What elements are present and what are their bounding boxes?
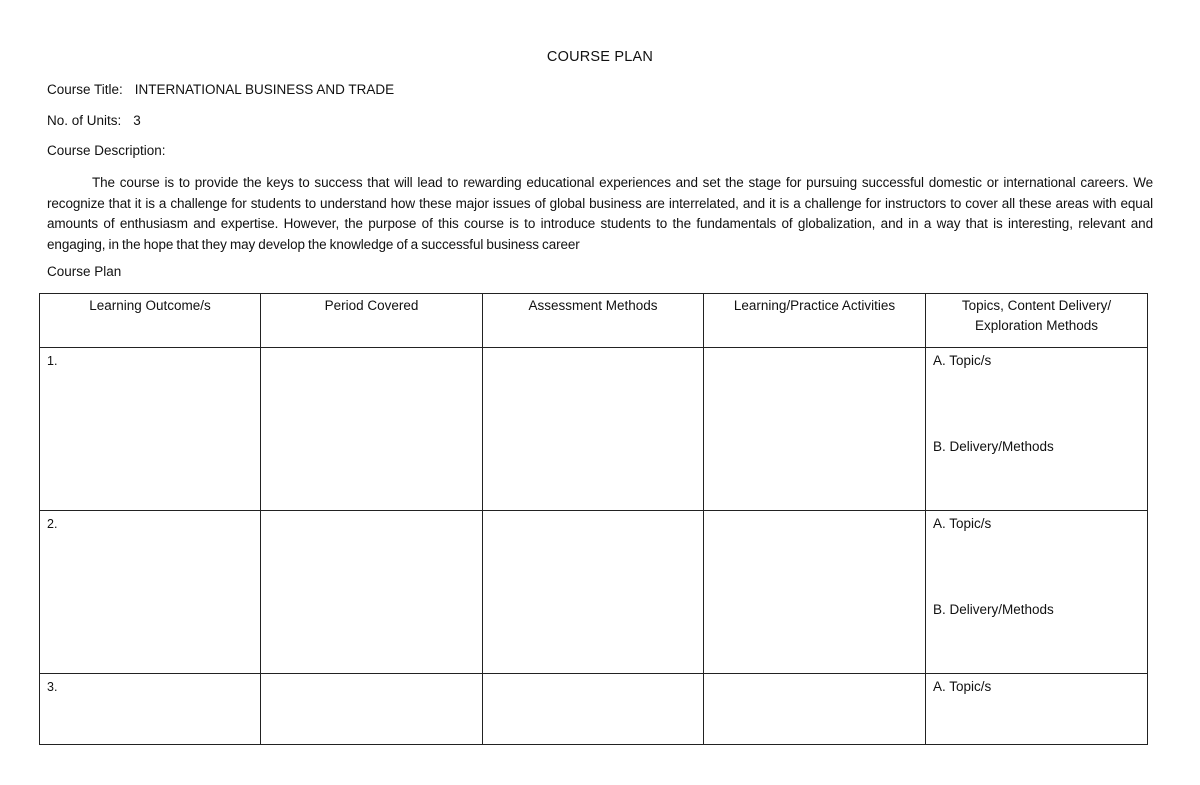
course-description-text: The course is to provide the keys to success that will lead to rewarding educational experiences and set the stage for pursuing successful domestic or international careers. We recognize that it is a challenge for students to understand how these major issues of global business are interrelated, and it is a challenge for instructors to cover all these areas with equal amounts of enthusiasm and expertise. However, the purpose of this course is to introduce students to the fundamentals of globalization, and in a way that is interesting, relevant and engaging, in the hope that they may develop the knowledge of a successful business career <box>47 175 1153 252</box>
header-learning-outcomes: Learning Outcome/s <box>40 294 261 348</box>
topics-cell[interactable] <box>926 674 1148 745</box>
outcome-cell[interactable] <box>40 674 261 745</box>
table-header-row <box>40 294 1148 348</box>
course-title-label: Course Title: <box>47 82 123 97</box>
row-number: 3. <box>47 680 58 694</box>
course-description-label: Course Description: <box>47 143 166 158</box>
table-row <box>40 674 1148 745</box>
row-number: 2. <box>47 517 58 531</box>
period-cell[interactable] <box>261 511 483 674</box>
header-assessment-methods: Assessment Methods <box>483 294 704 348</box>
course-title-value: INTERNATIONAL BUSINESS AND TRADE <box>134 82 395 97</box>
units-label: No. of Units: <box>47 113 122 128</box>
activities-cell[interactable] <box>704 674 926 745</box>
outcome-cell[interactable] <box>40 511 261 674</box>
assessment-cell[interactable] <box>483 511 704 674</box>
row-number: 1. <box>47 354 58 368</box>
assessment-cell[interactable] <box>483 348 704 511</box>
course-plan-table <box>39 293 1148 745</box>
activities-cell[interactable] <box>704 348 926 511</box>
period-cell[interactable] <box>261 674 483 745</box>
header-topics-line-1: Topics, Content Delivery/ <box>961 298 1112 313</box>
delivery-label: B. Delivery/Methods <box>933 602 1054 617</box>
outcome-cell[interactable] <box>40 348 261 511</box>
table-row <box>40 511 1148 674</box>
course-plan-label: Course Plan <box>47 264 122 279</box>
units-value: 3 <box>133 113 141 128</box>
topic-label: A. Topic/s <box>933 679 992 694</box>
topic-label: A. Topic/s <box>933 353 992 368</box>
header-topics-delivery <box>926 294 1148 348</box>
assessment-cell[interactable] <box>483 674 704 745</box>
topic-label: A. Topic/s <box>933 516 992 531</box>
table-row <box>40 348 1148 511</box>
period-cell[interactable] <box>261 348 483 511</box>
units-line <box>47 113 141 128</box>
page-title: COURSE PLAN <box>546 49 654 65</box>
topics-cell[interactable] <box>926 511 1148 674</box>
topics-cell[interactable] <box>926 348 1148 511</box>
header-learning-activities: Learning/Practice Activities <box>704 294 926 348</box>
header-topics-line-2: Exploration Methods <box>974 318 1099 333</box>
header-period-covered: Period Covered <box>261 294 483 348</box>
activities-cell[interactable] <box>704 511 926 674</box>
delivery-label: B. Delivery/Methods <box>933 439 1054 454</box>
course-title-line <box>47 82 394 97</box>
